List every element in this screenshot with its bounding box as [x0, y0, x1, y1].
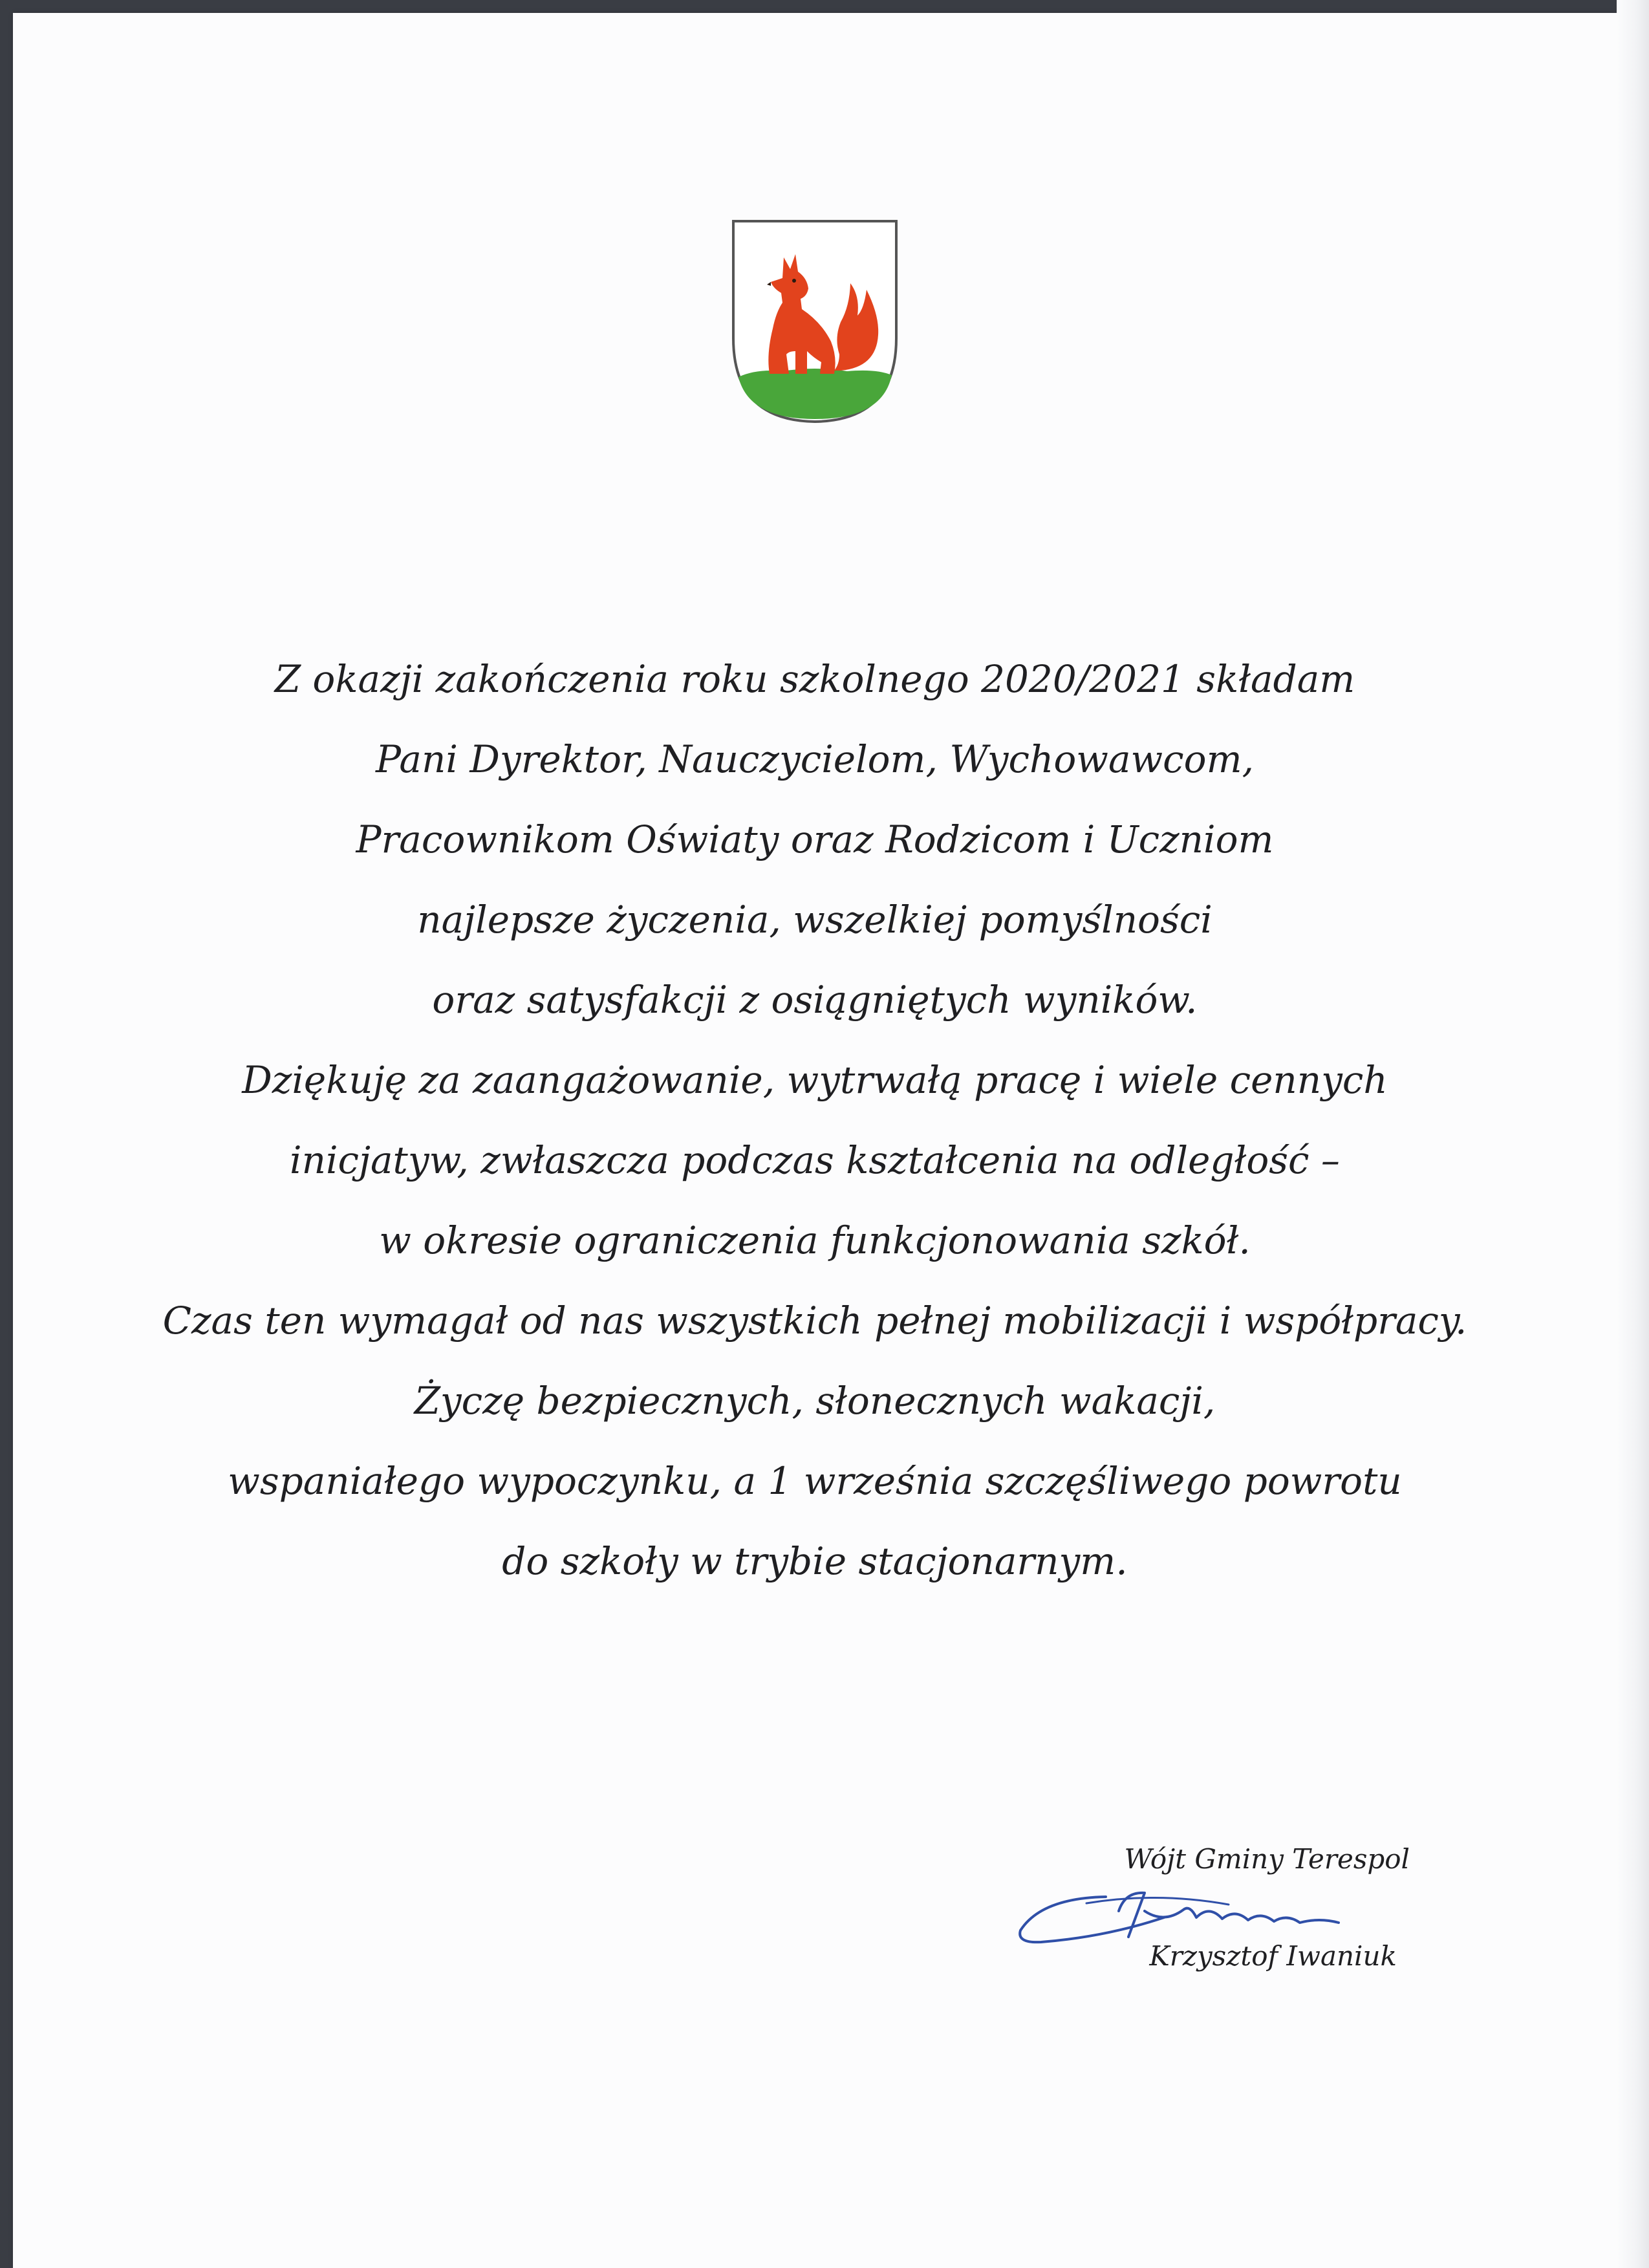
letter-line-8: w okresie ograniczenia funkcjonowania szkół.	[379, 1218, 1251, 1262]
letter-line-12: do szkoły w trybie stacjonarnym.	[502, 1539, 1128, 1583]
letter-line-5: oraz satysfakcji z osiągniętych wyników.	[432, 978, 1198, 1022]
coat-of-arms-icon	[731, 219, 899, 424]
letter-body	[110, 639, 1520, 1601]
letter-line-2: Pani Dyrektor, Nauczycielom, Wychowawcom,	[375, 737, 1254, 781]
letter-page	[13, 13, 1617, 2268]
page-edge-shadow	[1617, 0, 1649, 2268]
letter-line-3: Pracownikom Oświaty oraz Rodzicom i Uczniom	[356, 817, 1274, 861]
letter-line-11: wspaniałego wypoczynku, a 1 września szczęśliwego powrotu	[228, 1459, 1402, 1503]
letter-line-9: Czas ten wymagał od nas wszystkich pełnej mobilizacji i współpracy.	[162, 1299, 1467, 1343]
letter-line-4: najlepsze życzenia, wszelkiej pomyślności	[417, 898, 1212, 942]
signature-block	[970, 1824, 1410, 2005]
letter-line-10: Życzę bezpiecznych, słonecznych wakacji,	[414, 1379, 1216, 1423]
signer-name: Krzysztof Iwaniuk	[1149, 1940, 1397, 1972]
letter-line-1: Z okazji zakończenia roku szkolnego 2020/2021 składam	[274, 657, 1355, 701]
letter-line-6: Dziękuję za zaangażowanie, wytrwałą pracę i wiele cennych	[242, 1058, 1388, 1102]
letter-line-7: inicjatyw, zwłaszcza podczas kształcenia na odległość –	[290, 1138, 1340, 1182]
signer-title: Wójt Gminy Terespol	[1124, 1843, 1410, 1875]
